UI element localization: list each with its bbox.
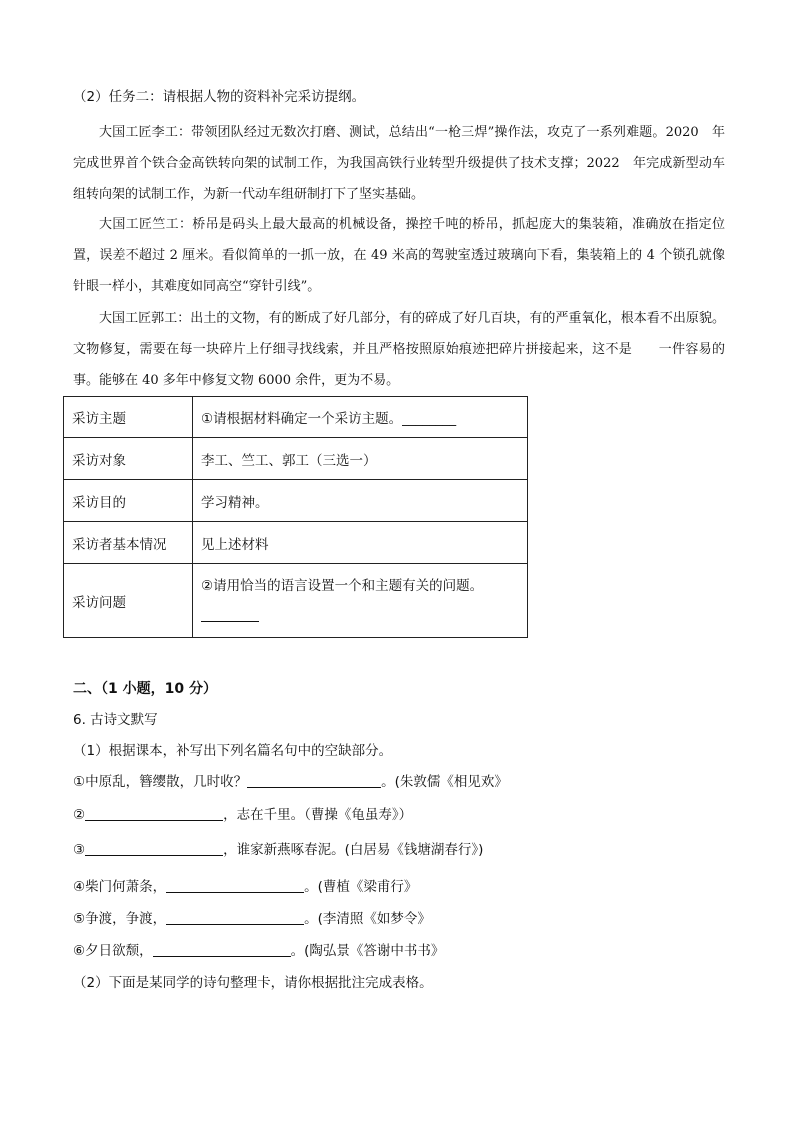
- fill-blank[interactable]: [166, 910, 304, 925]
- table-row: [64, 564, 528, 638]
- row-content: 学习精神。: [193, 480, 528, 522]
- fill-blank[interactable]: [85, 806, 223, 821]
- row-content: ①请根据材料确定一个采访主题。________: [193, 397, 528, 438]
- row-content: 见上述材料: [193, 522, 528, 564]
- poem-line: ③ ，谁家新燕啄春泥。(白居易《钱塘湖春行》): [73, 842, 484, 858]
- table-row: [64, 438, 528, 480]
- poem-line: ⑤争渡，争渡， 。(李清照《如梦令》: [73, 911, 431, 927]
- row-content-cell: [193, 564, 528, 638]
- poem-line: ② ，志在千里。（曹操《龟虽寿》）: [73, 807, 413, 823]
- fill-blank[interactable]: [153, 942, 291, 957]
- table-row: [64, 480, 528, 522]
- section-2-title: 二、（1 小题，10 分）: [73, 681, 217, 697]
- fill-blank[interactable]: [85, 841, 223, 856]
- row-label: 采访者基本情况: [64, 522, 193, 564]
- interview-outline-table: [63, 396, 528, 638]
- poem-line: ①中原乱，簪缨散，几时收？ 。(朱敦儒《相见欢》: [73, 774, 508, 790]
- paragraph-zhu: 大国工匠竺工：桥吊是码头上最大最高的机械设备，操控千吨的桥吊，抓起庞大的集装箱，准确放在指定位置，误差不超过 2 厘米。看似简单的一抓一放，在 49 米高的驾驶室透过玻璃向下看，集装箱上的 4 个锁孔就像针眼一样小，其难度如同高空“穿针引线”。: [73, 217, 725, 294]
- row-label: 采访主题: [64, 397, 193, 438]
- task2-heading: （2）任务二：请根据人物的资料补完采访提纲。: [73, 89, 366, 105]
- paragraph-guo: 大国工匠郭工：出土的文物，有的断成了好几部分，有的碎成了好几百块，有的严重氧化，根本看不出原貌。文物修复，需要在每一块碎片上仔细寻找线索，并且严格按照原始痕迹把碎片拼接起来，这不是 一件容易的事。能够在 40 多年中修复文物 6000 余件，更为不易。: [73, 311, 725, 388]
- table-row: [64, 397, 528, 438]
- row-label: 采访问题: [64, 564, 193, 638]
- row-content: ②请用恰当的语言设置一个和主题有关的问题。: [201, 578, 484, 594]
- row-label: 采访对象: [64, 438, 193, 480]
- poem-line: ④柴门何萧条， 。(曹植《梁甫行》: [73, 879, 418, 895]
- question-6-title: 6. 古诗文默写: [73, 712, 158, 728]
- row-content: 李工、竺工、郭工（三选一）: [193, 438, 528, 480]
- row-label: 采访目的: [64, 480, 193, 522]
- paragraph-li: 大国工匠李工：带领团队经过无数次打磨、测试，总结出“一枪三焊”操作法，攻克了一系列难题。2020 年完成世界首个铁合金高铁转向架的试制工作，为我国高铁行业转型升级提供了技术支撑；2022 年完成新型动车组转向架的试制工作，为新一代动车组研制打下了坚实基础。: [73, 125, 725, 202]
- fill-blank[interactable]: [247, 773, 381, 788]
- question-6-part-1: （1）根据课本，补写出下列名篇名句中的空缺部分。: [73, 743, 393, 759]
- poem-line: ⑥夕日欲颓， 。(陶弘景《答谢中书书》: [73, 943, 445, 959]
- question-6-part-2: （2）下面是某同学的诗句整理卡，请你根据批注完成表格。: [73, 975, 433, 991]
- answer-blank[interactable]: [201, 607, 527, 629]
- table-row: [64, 522, 528, 564]
- fill-blank[interactable]: [166, 878, 304, 893]
